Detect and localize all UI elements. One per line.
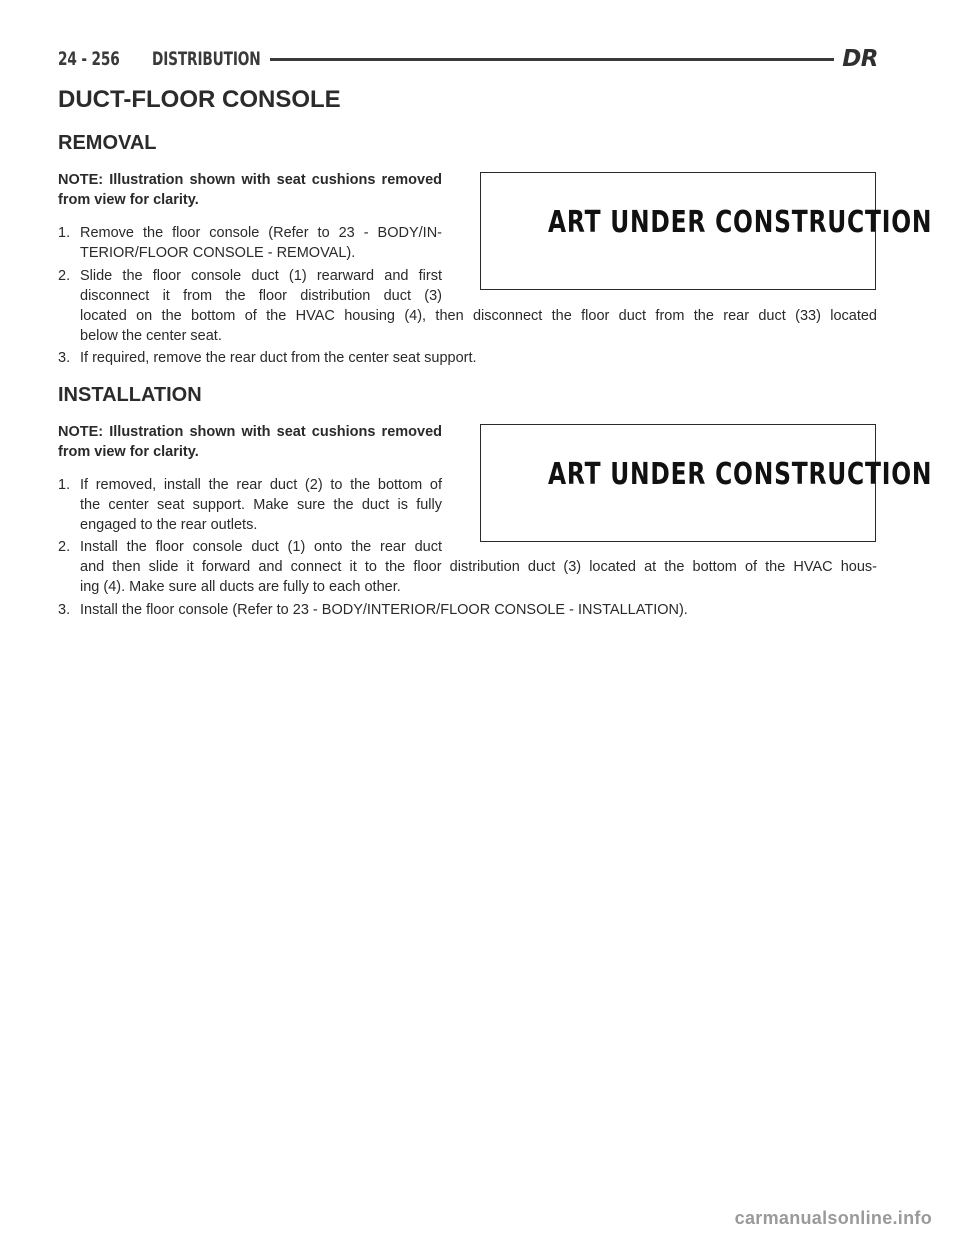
step-line: the center seat support. Make sure the duct is fully [80, 497, 442, 513]
page-number: 24 - 256 [58, 48, 120, 70]
installation-figure-label: ART UNDER CONSTRUCTION [547, 457, 933, 492]
step-line: If required, remove the rear duct from the center seat support. [80, 350, 477, 366]
step-number: 1. [58, 477, 71, 493]
step-number: 1. [58, 225, 71, 241]
page-header [58, 47, 878, 71]
step-line: and then slide it forward and connect it to the floor distribution duct (3) located at the bottom of the HVAC hous- [80, 559, 877, 575]
step-number: 3. [58, 350, 71, 366]
step-line: below the center seat. [80, 328, 222, 344]
removal-heading: REMOVAL [58, 132, 157, 154]
step-line: TERIOR/FLOOR CONSOLE - REMOVAL). [80, 245, 356, 261]
step-line: Remove the floor console (Refer to 23 - BODY/IN- [80, 225, 442, 241]
step-line: disconnect it from the floor distribution duct (3) [80, 288, 442, 304]
page-title: DUCT-FLOOR CONSOLE [58, 86, 341, 113]
step-line: If removed, install the rear duct (2) to the bottom of [80, 477, 442, 493]
installation-figure [480, 424, 933, 542]
removal-step-2 [58, 266, 442, 286]
watermark: carmanualsonline.info [734, 1208, 932, 1228]
step-line: Slide the floor console duct (1) rearward and first [80, 268, 442, 284]
removal-figure [480, 172, 933, 290]
removal-step-3 [58, 348, 477, 368]
installation-step-2 [58, 537, 442, 557]
removal-note: NOTE: Illustration shown with seat cushions removed from view for clarity. [58, 172, 442, 208]
removal-figure-label: ART UNDER CONSTRUCTION [547, 205, 933, 240]
section-name: DISTRIBUTION [152, 48, 261, 70]
step-line: engaged to the rear outlets. [80, 517, 258, 533]
header-rule [270, 58, 834, 61]
installation-step-3 [58, 600, 688, 620]
installation-note: NOTE: Illustration shown with seat cushions removed from view for clarity. [58, 424, 442, 460]
step-line: ing (4). Make sure all ducts are fully to each other. [80, 579, 401, 595]
installation-heading: INSTALLATION [58, 384, 202, 406]
installation-step-1 [58, 475, 442, 495]
step-line: located on the bottom of the HVAC housing (4), then disconnect the floor duct from the rear duct (33) located [80, 308, 877, 324]
step-number: 2. [58, 268, 71, 284]
step-line: Install the floor console (Refer to 23 - BODY/INTERIOR/FLOOR CONSOLE - INSTALLATION). [80, 602, 688, 618]
brand-logo: DR [842, 46, 878, 72]
removal-step-1 [58, 223, 442, 243]
step-number: 3. [58, 602, 71, 618]
step-number: 2. [58, 539, 71, 555]
step-line: Install the floor console duct (1) onto the rear duct [80, 539, 442, 555]
